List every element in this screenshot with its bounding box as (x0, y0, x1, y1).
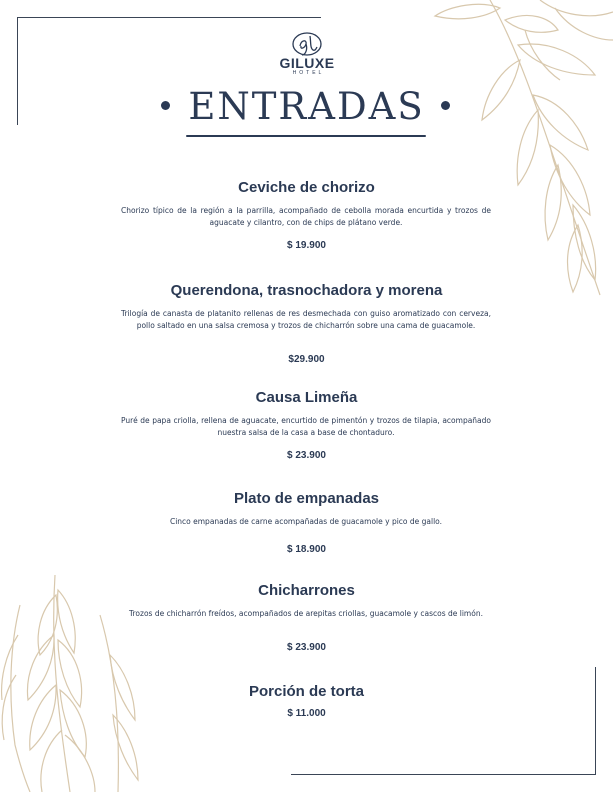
menu-item-name: Querendona, trasnochadora y morena (170, 282, 443, 299)
menu-item-name: Chicharrones (258, 582, 355, 599)
menu-item-name: Plato de empanadas (233, 490, 380, 507)
brand-subtitle: HOTEL (292, 70, 325, 76)
menu-item-name: Causa Limeña (255, 389, 358, 406)
frame-bottom-line (291, 774, 596, 775)
title-underline (186, 135, 426, 137)
menu-item-name: Porción de torta (248, 683, 364, 700)
menu-item-name: Ceviche de chorizo (238, 179, 375, 196)
menu-item-price: $ 18.900 (287, 544, 326, 555)
hotel-logo (270, 30, 344, 77)
frame-right-line (595, 667, 596, 775)
brand-name: GILUXE (279, 55, 335, 71)
menu-item-description: Trilogía de canasta de platanito rellenas de res desmechada con guiso aromatizado con cerveza, pollo saltado en una salsa cremosa y trozos de chicharrón sobre una cama de guacamole. (121, 309, 491, 330)
section-title-row (0, 84, 613, 130)
menu-item-price: $ 23.900 (287, 642, 326, 653)
menu-item-price: $ 19.900 (287, 240, 326, 251)
menu-item-price: $ 11.000 (287, 708, 326, 719)
section-title: ENTRADAS (188, 85, 425, 128)
menu-item-description: Cinco empanadas de carne acompañadas de guacamole y pico de gallo. (169, 517, 443, 526)
monogram-icon (289, 30, 325, 58)
menu-item-description: Chorizo típico de la región a la parrilla, acompañado de cebolla morada encurtida y trozos de aguacate y cilantro, con de chips de plátano verde. (121, 206, 491, 227)
title-bullet-right (441, 101, 450, 110)
frame-top-line (17, 17, 321, 18)
menu-item-price: $29.900 (288, 354, 325, 365)
menu-item-description: Trozos de chicharrón freídos, acompañados de arepitas criollas, guacamole y cascos de limón. (129, 609, 483, 618)
leaf-branch-top-right-decoration (430, 0, 613, 300)
menu-item-description: Puré de papa criolla, rellena de aguacate, encurtido de pimentón y trozos de tilapia, acompañado nuestra salsa de la casa a base de chontaduro. (121, 416, 491, 437)
menu-item-price: $ 23.900 (287, 450, 326, 461)
